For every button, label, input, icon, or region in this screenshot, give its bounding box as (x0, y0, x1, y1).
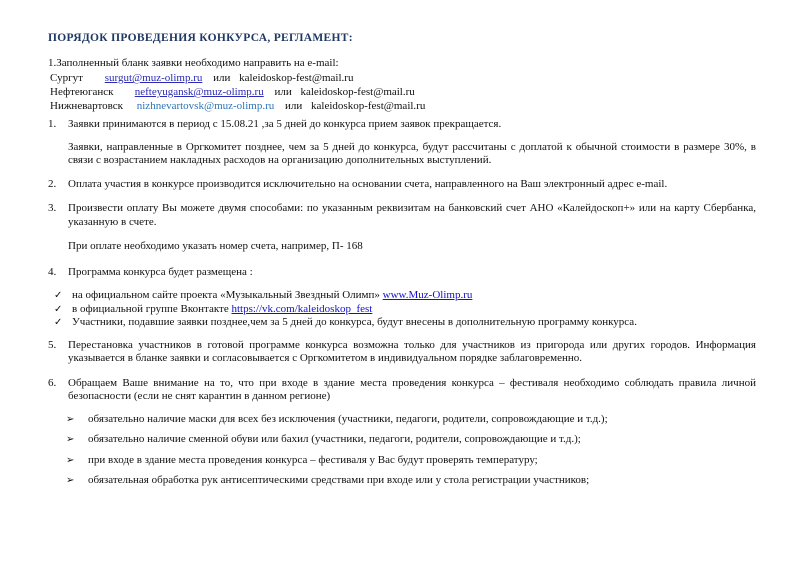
item-number: 6. (48, 376, 57, 389)
alt-email-text: kaleidoskop-fest@mail.ru (239, 72, 354, 84)
intro-line: 1.Заполненный бланк заявки необходимо направить на e-mail: (48, 56, 339, 69)
arrow-bullet-icon: ➢ (66, 454, 75, 466)
arrow-item-masks (66, 413, 756, 427)
email-link-surgut[interactable]: surgut@muz-olimp.ru (104, 72, 203, 84)
item-number: 3. (48, 202, 57, 214)
list-item-4 (48, 266, 756, 280)
list-item-6 (48, 377, 756, 404)
numbered-list (48, 118, 756, 488)
arrow-bullet-icon: ➢ (66, 434, 75, 445)
item-text: Перестановка участников в готовой программе конкурса возможна только для участников из пригорода или других городов. Информация указывается в бланке заявки и согласовывается с Оргкомитетом в индивидуальном порядке заблаговременно. (68, 338, 756, 364)
item-number: 1. (48, 118, 57, 130)
check-prefix: на официальном сайте проекта «Музыкальный Звездный Олимп» (72, 289, 383, 301)
conjunction-text: или (274, 86, 292, 98)
conjunction-text: или (213, 72, 231, 84)
conjunction-text: или (285, 100, 303, 112)
email-row-nizhnevartovsk (48, 99, 756, 113)
check-item-vk (48, 303, 756, 317)
website-link[interactable]: www.Muz-Olimp.ru (382, 289, 473, 301)
checkmark-icon: ✓ (54, 317, 63, 328)
item-number: 5. (48, 338, 57, 351)
arrow-text: обязательно наличие маски для всех без исключения (участники, педагоги, родители, сопровождающие и т.д.); (88, 412, 608, 425)
item-1-note: Заявки, направленные в Оргкомитет позднее, чем за 5 дней до конкурса, будут рассчитаны с доплатой к обычной стоимости в размере 30%, в связи с возрастанием накладных расходов на организацию дополнительных выступлений. (68, 140, 756, 166)
check-item-late-applications (48, 316, 756, 330)
email-link-nefteyugansk[interactable]: nefteyugansk@muz-olimp.ru (134, 86, 264, 98)
list-item-2 (48, 178, 756, 192)
check-text: Участники, подавшие заявки позднее,чем за 5 дней до конкурса, будут внесены в дополнительную программу конкурса. (72, 316, 637, 328)
item-number: 4. (48, 265, 57, 278)
city-label: Нижневартовск (50, 100, 124, 112)
alt-email-text: kaleidoskop-fest@mail.ru (311, 100, 426, 112)
check-item-website (48, 289, 756, 303)
item-text: Программа конкурса будет размещена : (68, 265, 253, 278)
item-text: Произвести оплату Вы можете двумя способами: по указанным реквизитам на банковский счет АНО «Калейдоскоп+» или на карту Сбербанка, указанную в счете. (68, 202, 756, 228)
arrow-item-shoes (66, 433, 756, 447)
checkmark-icon: ✓ (54, 303, 63, 315)
arrow-text: обязательно наличие сменной обуви или бахил (участники, педагоги, родители, сопровождающие и т.д.); (88, 433, 581, 445)
email-row-surgut (48, 71, 756, 85)
city-label: Сургут (50, 72, 83, 84)
checkmark-icon: ✓ (54, 290, 63, 301)
email-link-nizhnevartovsk[interactable]: nizhnevartovsk@muz-olimp.ru (136, 100, 275, 112)
alt-email-text: kaleidoskop-fest@mail.ru (300, 86, 415, 98)
page-title: ПОРЯДОК ПРОВЕДЕНИЯ КОНКУРСА, РЕГЛАМЕНТ: (48, 32, 353, 44)
check-prefix: в официальной группе Вконтакте (72, 302, 232, 315)
arrow-item-antiseptic (66, 474, 756, 488)
vk-link[interactable]: https://vk.com/kaleidoskop_fest (231, 302, 373, 315)
arrow-text: при входе в здание места проведения конкурса – фестиваля у Вас будут проверять температуру; (88, 453, 538, 466)
check-text (72, 289, 756, 303)
list-item-5 (48, 339, 756, 366)
list-item-1 (48, 118, 756, 132)
arrow-text: обязательная обработка рук антисептическими средствами при входе или у стола регистрации участников; (88, 474, 590, 486)
arrow-bullet-icon: ➢ (66, 413, 75, 425)
check-text (72, 303, 756, 317)
item-3-note: При оплате необходимо указать номер счета, например, П- 168 (68, 240, 363, 252)
arrow-bullet-list (66, 413, 756, 488)
city-label: Нефтеюганск (50, 86, 114, 98)
intro-section (48, 57, 756, 114)
item-text: Оплата участия в конкурсе производится исключительно на основании счета, направленного на Ваш электронный адрес e-mail. (68, 177, 668, 190)
item-text: Заявки принимаются в период с 15.08.21 ,за 5 дней до конкурса прием заявок прекращается. (68, 118, 502, 130)
arrow-item-temperature (66, 454, 756, 468)
list-item-3 (48, 202, 756, 229)
check-list (48, 289, 756, 330)
item-text: Обращаем Ваше внимание на то, что при входе в здание места проведения конкурса – фестиваля необходимо соблюдать правила личной безопасности (если не снят карантин в данном регионе) (68, 376, 756, 402)
email-row-nefteyugansk (48, 85, 756, 99)
item-number: 2. (48, 177, 57, 190)
arrow-bullet-icon: ➢ (66, 475, 75, 486)
